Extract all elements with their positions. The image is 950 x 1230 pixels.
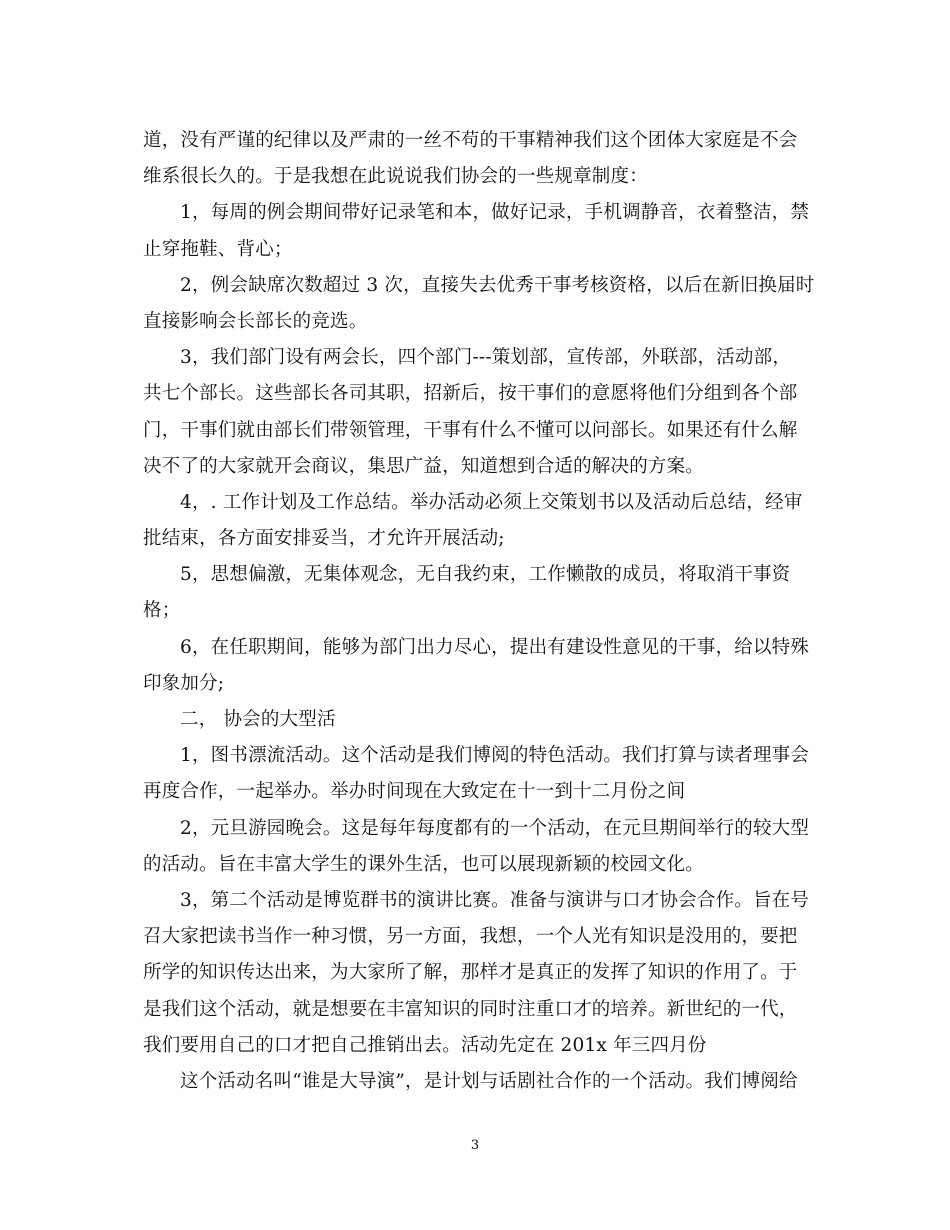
text-line: 格；	[143, 600, 181, 622]
text-line: 3，第二个活动是博览群书的演讲比赛。准备与演讲与口才协会合作。旨在号	[180, 889, 810, 911]
text-line: 1，图书漂流活动。这个活动是我们博阅的特色活动。我们打算与读者理事会	[180, 745, 810, 767]
text-line: 批结束，各方面安排妥当，才允许开展活动;	[143, 528, 505, 550]
text-line: 6，在任职期间，能够为部门出力尽心，提出有建设性意见的干事，给以特殊	[180, 636, 810, 658]
text-line: 2，例会缺席次数超过 3 次，直接失去优秀干事考核资格，以后在新旧换届时	[180, 274, 815, 296]
text-line: 是我们这个活动，就是想要在丰富知识的同时注重口才的培养。新世纪的一代，	[143, 998, 798, 1020]
text-line: 2，元旦游园晚会。这是每年每度都有的一个活动，在元旦期间举行的较大型	[180, 817, 810, 839]
text-line: 1，每周的例会期间带好记录笔和本，做好记录，手机调静音，衣着整洁，禁	[180, 202, 810, 224]
text-line: 所学的知识传达出来，为大家所了解，那样才是真正的发挥了知识的作用了。于	[143, 962, 798, 984]
text-line: 道，没有严谨的纪律以及严肃的一丝不苟的干事精神我们这个团体大家庭是不会	[143, 130, 798, 151]
text-line: 维系很长久的。于是我想在此说说我们协会的一些规章制度：	[143, 166, 648, 188]
text-line: 再度合作，一起举办。举办时间现在大致定在十一到十二月份之间	[143, 781, 686, 803]
text-line: 3，我们部门设有两会长，四个部门---策划部，宣传部，外联部，活动部，	[180, 347, 792, 369]
text-line: 共七个部长。这些部长各司其职，招新后，按干事们的意愿将他们分组到各个部	[143, 383, 798, 405]
text-line: 止穿拖鞋、背心；	[143, 238, 293, 260]
text-line: 决不了的大家就开会商议，集思广益，知道想到合适的解决的方案。	[143, 455, 705, 477]
body-text	[143, 123, 815, 1100]
text-line: 门，干事们就由部长们带领管理，干事有什么不懂可以问部长。如果还有什么解	[143, 419, 798, 441]
text-line: 的活动。旨在丰富大学生的课外生活，也可以展现新颖的校园文化。	[143, 853, 705, 875]
text-line: 召大家把读书当作一种习惯，另一方面，我想，一个人光有知识是没用的，要把	[143, 926, 798, 948]
text-line: 5，思想偏激，无集体观念，无自我约束，工作懒散的成员，将取消干事资	[180, 564, 791, 586]
text-line: 这个活动名叫“谁是大导演”，是计划与话剧社合作的一个活动。我们博阅给	[180, 1070, 798, 1092]
text-line: 印象加分;	[143, 672, 225, 694]
text-line: 4，. 工作计划及工作总结。举办活动必须上交策划书以及活动后总结，经审	[180, 491, 803, 513]
section-heading: 二， 协会的大型活	[180, 709, 336, 730]
text-line: 直接影响会长部长的竞选。	[143, 310, 368, 332]
page-number: 3	[470, 1138, 480, 1153]
text-line: 我们要用自己的口才把自己推销出去。活动先定在 201x 年三四月份	[143, 1034, 707, 1056]
